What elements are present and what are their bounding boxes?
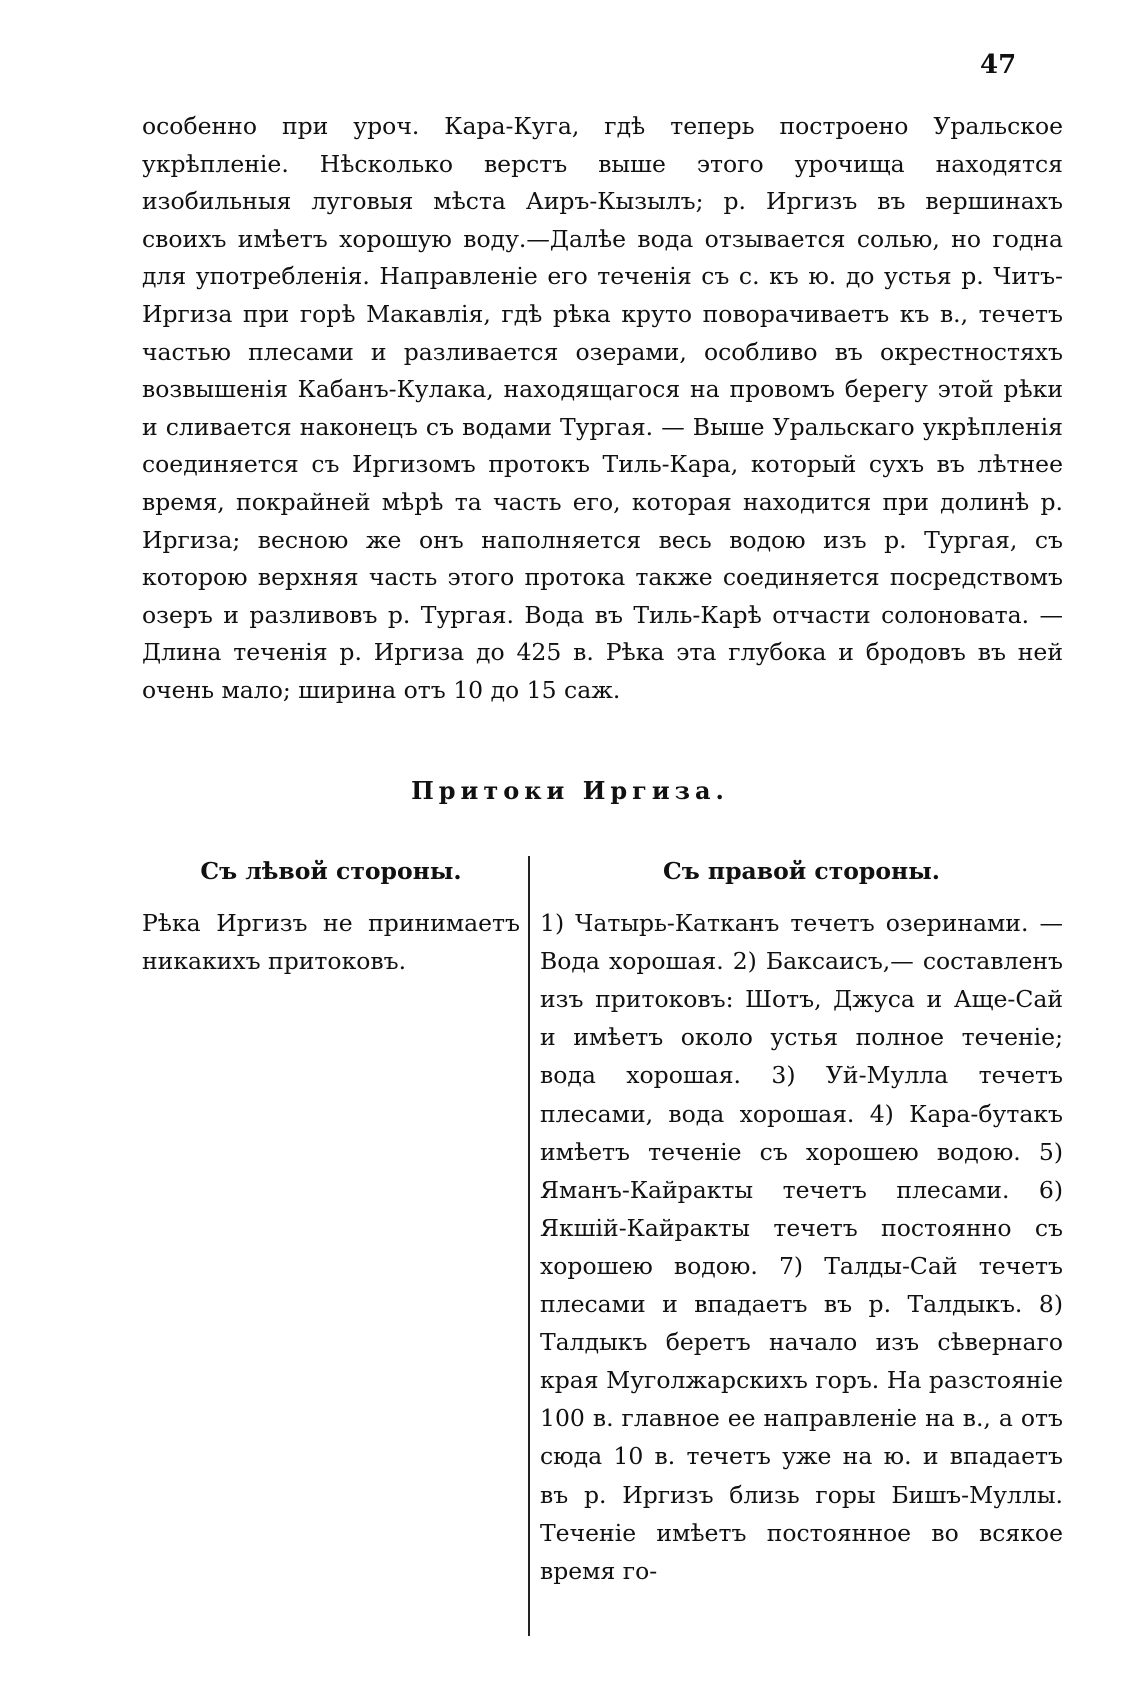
left-column-text: Рѣка Иргизъ не принимаетъ никакихъ притоковъ. — [142, 909, 520, 975]
section-title: Притоки Иргиза. — [411, 776, 729, 805]
page-number: 47 — [980, 50, 1017, 80]
left-column — [142, 852, 520, 980]
left-column-heading: Съ лѣвой стороны. — [200, 857, 462, 885]
right-column-text: 1) Чатырь-Катканъ течетъ озеринами. — Вода хорошая. 2) Баксаисъ,— составленъ изъ притоковъ: Шотъ, Джуса и Аще-Сай и имѣетъ около устья полное теченіе; вода хорошая. 3) Уй-Мулла течетъ плесами, вода хорошая. 4) Кара-бутакъ имѣетъ теченіе съ хорошею водою. 5) Яманъ-Кайракты течетъ плесами. 6) Якшій-Кайракты течетъ постоянно съ хорошею водою. 7) Талды-Сай течетъ плесами и впадаетъ въ р. Талдыкъ. 8) Талдыкъ беретъ начало изъ сѣвернаго края Муголжарскихъ горъ. На разстояніе 100 в. главное ее направленіе на в., а отъ сюда 10 в. течетъ уже на ю. и впадаетъ въ р. Иргизъ близь горы Бишъ-Муллы. Теченіе имѣетъ постоянное во всякое время го- — [540, 909, 1063, 1585]
main-paragraph: особенно при уроч. Кара-Куга, гдѣ теперь построено Уральское укрѣпленіе. Нѣсколько верстъ выше этого урочища находятся изобильныя луговыя мѣста Аиръ-Кызылъ; р. Иргизъ въ вершинахъ своихъ имѣетъ хорошую воду.—Далѣе вода отзывается солью, но годна для употребленія. Направленіе его теченія съ с. къ ю. до устья р. Читъ-Иргиза при горѣ Макавлія, гдѣ рѣка круто поворачиваетъ къ в., течетъ частью плесами и разливается озерами, особливо въ окрестностяхъ возвышенія Кабанъ-Кулака, находящагося на провомъ берегу этой рѣки и сливается наконецъ съ водами Тургая. — Выше Уральскаго укрѣпленія соединяется съ Иргизомъ протокъ Тиль-Кара, который сухъ въ лѣтнее время, покрайней мѣрѣ та часть его, которая находится при долинѣ р. Иргиза; весною же онъ наполняется весь водою изъ р. Тургая, съ которою верхняя часть этого протока также соединяется посредствомъ озеръ и разливовъ р. Тургая. Вода въ Тиль-Карѣ отчасти солоновата. — Длина теченія р. Иргиза до 425 в. Рѣка эта глубока и бродовъ въ ней очень мало; ширина отъ 10 до 15 саж. — [142, 112, 1063, 704]
right-column-heading: Съ правой стороны. — [663, 857, 940, 885]
main-text-block — [142, 108, 1063, 710]
right-column — [540, 852, 1063, 1590]
column-divider — [528, 856, 530, 1636]
